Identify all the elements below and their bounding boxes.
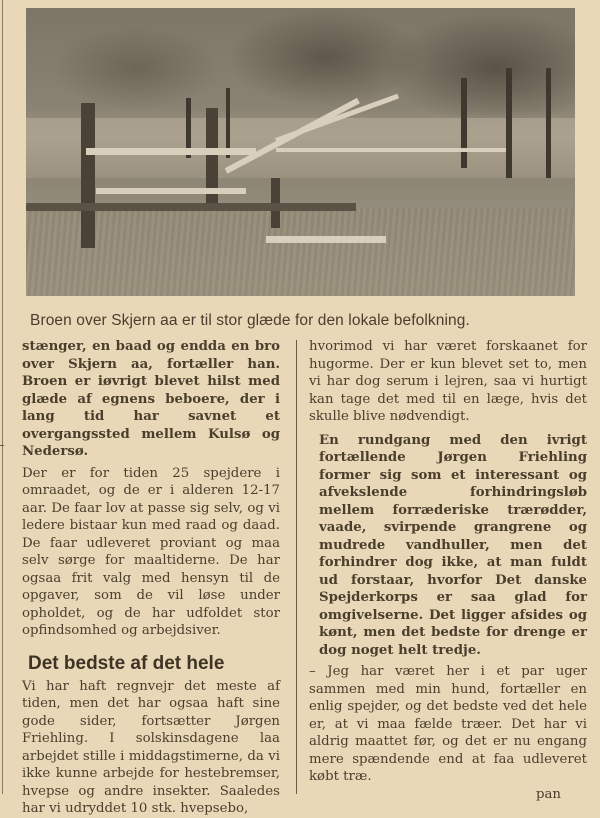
photo-ground bbox=[26, 208, 575, 296]
article-paragraph: – Jeg har været her i et par uger sammen med min hund, fortæller en enlig spejder, og det bedste ved det hele er, at vi maa fælde træer. Det har vi aldrig maattet før, og det er nu engang mere spændende end at faa udleveret købt træ. bbox=[309, 664, 587, 784]
bridge-plank bbox=[96, 188, 246, 194]
bridge-plank bbox=[26, 203, 356, 211]
paragraph-rule bbox=[0, 445, 4, 446]
subheading: Det bedste af det hele bbox=[28, 652, 225, 674]
intro-paragraph: stænger, en baad og endda en bro over Skjern aa, fortæller han. Broen er iøvrigt blevet hilst med glæde af egnens beboere, der i lang tid har savnet et overgangssted mellem Kulsø og Nedersø. bbox=[22, 339, 280, 459]
article-paragraph: hvorimod vi har været forskaanet for hugorme. Der er kun blevet set to, men vi har dog serum i lejren, saa vi hurtigt kan tage det med til en læge, hvis det skulle blive nødvendigt. bbox=[309, 339, 587, 424]
article-paragraph: Der er for tiden 25 spejdere i omraadet, og de er i alderen 12-17 aar. De faar lov at passe sig selv, og vi ledere bistaar kun med raad og daad. De faar udleveret proviant og maa selv sørge for maaltiderne. De har ogsaa frit valg med hensyn til de opgaver, som de vil løse under opholdet, og de har udfoldet stor opfindsomhed og arbejdsiver. bbox=[22, 465, 280, 638]
photo-tree bbox=[461, 78, 467, 168]
column-divider bbox=[296, 340, 297, 794]
bridge-plank bbox=[276, 148, 506, 152]
photo-tree bbox=[546, 68, 551, 178]
article-paragraph-bold: En rundgang med den ivrigt fortællende Jørgen Friehling former sig som et interessant og afvekslende forhindringsløb mellem forræderiske trærødder, vaade, svirpende grangrene og mudrede vandhuller, men det forhindrer dog ikke, at man fuldt ud forstaar, hvorfor Det danske Spejderkorps er saa glad for omgivelserne. Det ligger afsides og kønt, men det bedste for drenge er dog noget helt tredje. bbox=[319, 432, 587, 658]
bridge-post bbox=[81, 103, 95, 248]
photo-tree bbox=[506, 68, 512, 178]
article-column-left bbox=[22, 338, 280, 818]
article-paragraph: Vi har haft regnvejr det meste af tiden, men det har ogsaa haft sine gode sider, fortsætter Jørgen Friehling. I solskinsdagene laa arbejdet stille i middagstimerne, da vi ikke kunne arbejde for hestebremser, hvepse og andre insekter. Saaledes har vi udryddet 10 stk. hvepsebo, bbox=[22, 678, 280, 816]
article-column-right bbox=[309, 338, 587, 803]
author-signature: pan bbox=[535, 786, 561, 802]
bridge-photo bbox=[26, 8, 575, 296]
bridge-plank bbox=[86, 148, 256, 155]
page-edge-line bbox=[2, 0, 3, 794]
bridge-plank bbox=[266, 236, 386, 243]
photo-caption: Broen over Skjern aa er til stor glæde for den lokale befolkning. bbox=[30, 312, 470, 329]
